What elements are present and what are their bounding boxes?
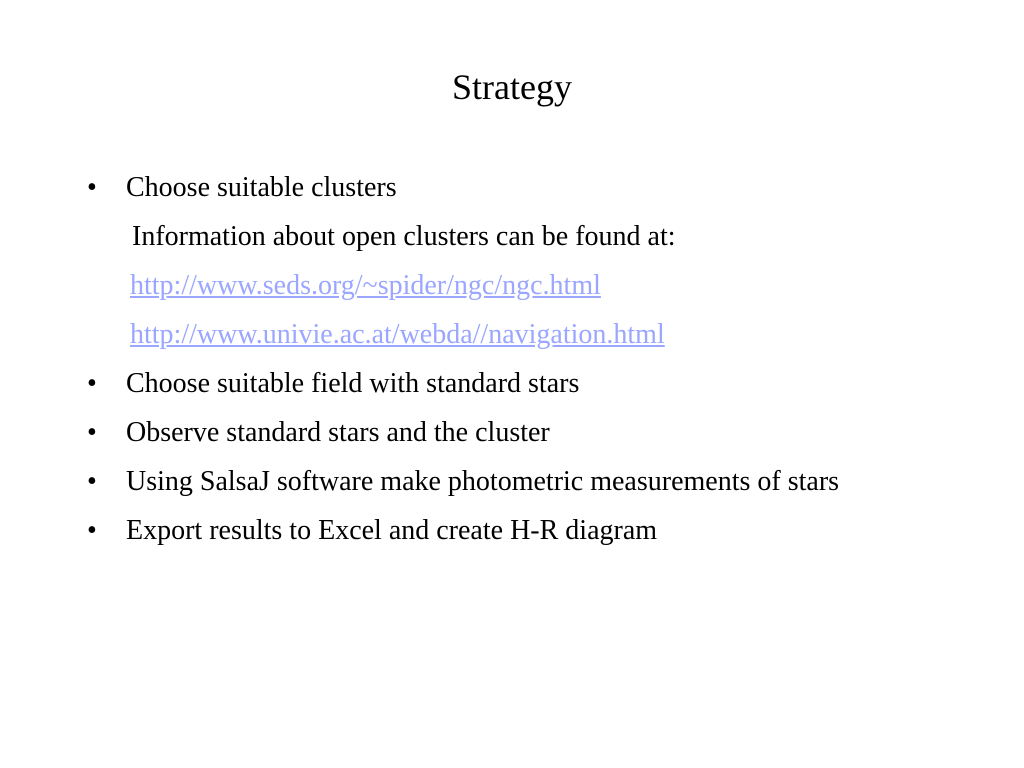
bullet-icon: • (87, 466, 97, 497)
webda-link[interactable]: http://www.univie.ac.at/webda//navigation.html (130, 319, 665, 350)
bullet-text: Using SalsaJ software make photometric measurements of stars (126, 466, 840, 497)
bullet-icon: • (87, 368, 97, 399)
seds-link[interactable]: http://www.seds.org/~spider/ngc/ngc.html (130, 270, 601, 301)
bullet-item-salsaj (78, 462, 948, 502)
bullet-list (78, 168, 948, 551)
bullet-item-observe (78, 413, 948, 453)
bullet-text: Choose suitable field with standard stars (126, 368, 580, 399)
bullet-icon: • (87, 172, 97, 203)
link-line-seds (78, 266, 948, 306)
link-line-webda (78, 315, 948, 355)
bullet-icon: • (87, 417, 97, 448)
bullet-text: Observe standard stars and the cluster (126, 417, 550, 448)
bullet-text: Choose suitable clusters (126, 172, 397, 203)
bullet-item-choose-clusters (78, 168, 948, 208)
bullet-item-standard-field (78, 364, 948, 404)
bullet-icon: • (87, 515, 97, 546)
slide-title: Strategy (452, 67, 572, 107)
info-text: Information about open clusters can be found at: (132, 221, 676, 252)
bullet-text: Export results to Excel and create H-R diagram (126, 515, 658, 546)
bullet-item-export (78, 511, 948, 551)
